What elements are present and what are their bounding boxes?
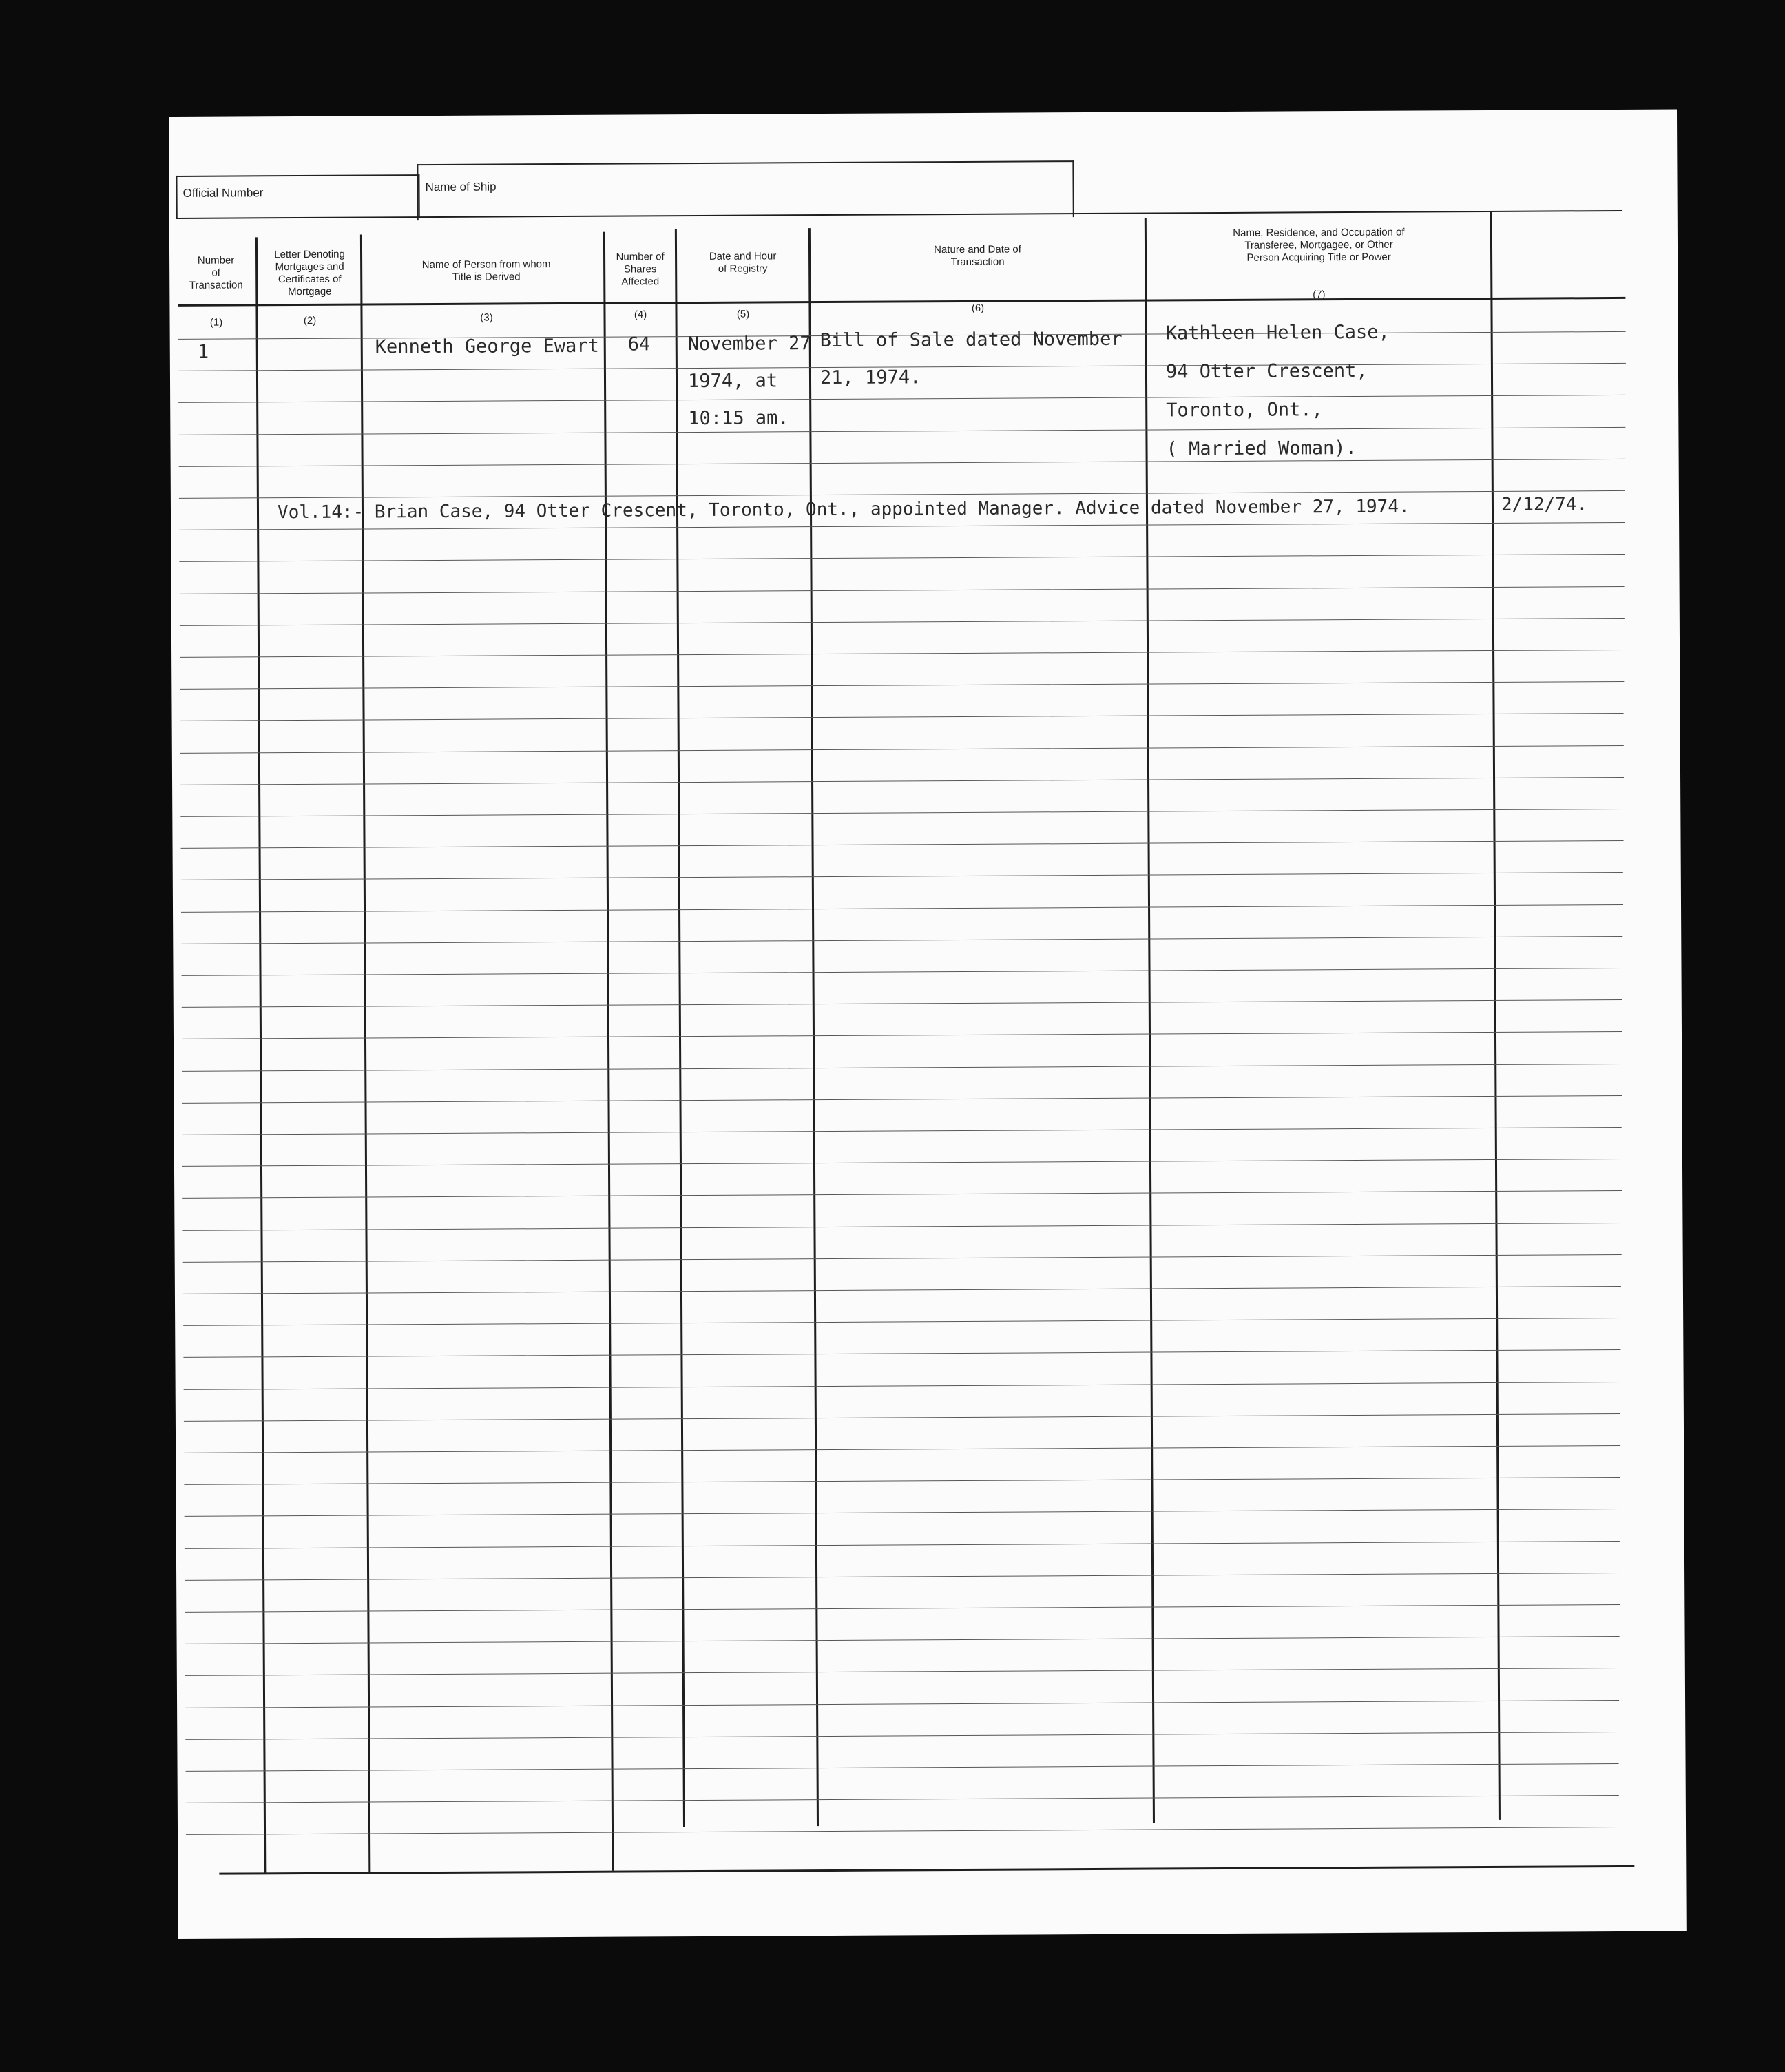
ruled-line — [184, 1413, 1620, 1422]
transaction-nature-line-2: 21, 1974. — [820, 366, 921, 389]
ruled-line — [178, 395, 1625, 403]
col-number-4: (4) — [634, 309, 647, 321]
col-header-2: Letter Denoting Mortgages and Certificates of Mortgage — [274, 248, 345, 298]
ruled-line — [184, 1477, 1620, 1485]
ruled-line — [180, 586, 1625, 594]
manager-note-date: 2/12/74. — [1501, 494, 1588, 515]
ruled-line — [178, 427, 1625, 435]
ruled-line — [180, 681, 1624, 690]
ruled-line — [182, 1064, 1622, 1072]
ruled-line — [185, 1700, 1619, 1708]
ruled-line — [180, 618, 1625, 626]
col-header-4: Number of Shares Affected — [616, 251, 665, 288]
ruled-line — [181, 904, 1623, 913]
shares-affected: 64 — [627, 333, 651, 355]
ruled-line — [185, 1636, 1620, 1644]
ruled-line — [182, 1127, 1622, 1135]
ruled-line — [179, 554, 1625, 562]
manager-note: Vol.14:- Brian Case, 94 Otter Crescent, Toronto, Ont., appointed Manager. Advice dated November 27, 1974. — [277, 496, 1410, 524]
official-number-label: Official Number — [182, 186, 264, 200]
ruled-lines — [169, 110, 1677, 117]
ruled-line — [181, 936, 1622, 944]
col-divider-4 — [675, 229, 685, 1827]
col-divider-2 — [360, 235, 370, 1872]
ruled-line — [179, 459, 1625, 467]
transferee-line-4: ( Married Woman). — [1166, 437, 1357, 460]
ruled-line — [185, 1509, 1620, 1517]
ruled-line — [184, 1382, 1621, 1390]
col-header-6: Nature and Date of Transaction — [934, 243, 1021, 269]
ruled-line — [185, 1541, 1620, 1549]
col-divider-6 — [1145, 218, 1155, 1823]
ship-name-box — [417, 160, 1074, 220]
transferee-line-1: Kathleen Helen Case, — [1165, 321, 1390, 344]
col-number-5: (5) — [736, 308, 750, 320]
ruled-line — [183, 1254, 1622, 1263]
col-number-7: (7) — [1313, 289, 1326, 301]
col-divider-7 — [1490, 211, 1501, 1820]
ship-name-label: Name of Ship — [425, 180, 497, 194]
ruled-line — [182, 1095, 1622, 1104]
ruled-line — [186, 1763, 1619, 1772]
ruled-line — [182, 999, 1622, 1008]
col-header-1: Number of Transaction — [189, 254, 243, 291]
registry-date-line-2: 1974, at — [687, 370, 778, 393]
transaction-number: 1 — [197, 341, 209, 363]
col-number-2: (2) — [303, 314, 317, 327]
ruled-line — [185, 1668, 1620, 1676]
col-header-5: Date and Hour of Registry — [709, 250, 777, 275]
ruled-line — [180, 777, 1624, 785]
ruled-line — [185, 1732, 1619, 1740]
ruled-line — [185, 1573, 1620, 1581]
ruled-line — [182, 1190, 1621, 1199]
registry-date-line-1: November 27 — [687, 333, 811, 355]
ruled-line — [180, 745, 1624, 754]
col-number-1: (1) — [209, 316, 223, 329]
ruled-line — [181, 840, 1624, 849]
title-derived-from: Kenneth George Ewart — [375, 335, 599, 358]
col-number-6: (6) — [971, 302, 985, 314]
ruled-line — [185, 1604, 1619, 1613]
registry-date-line-3: 10:15 am. — [688, 407, 789, 430]
ruled-line — [183, 1349, 1620, 1358]
transaction-nature-line-1: Bill of Sale dated November — [820, 328, 1123, 352]
col-divider-5 — [808, 228, 819, 1826]
col-divider-3 — [603, 232, 614, 1871]
ruled-line — [183, 1286, 1621, 1294]
ruled-line — [182, 968, 1623, 976]
ruled-line — [183, 1318, 1621, 1326]
col-divider-1 — [255, 237, 266, 1873]
ruled-line — [186, 1795, 1619, 1803]
ruled-line — [179, 522, 1625, 530]
ruled-line — [184, 1445, 1620, 1453]
ruled-line — [186, 1827, 1618, 1835]
register-sheet — [169, 110, 1687, 1939]
ruled-line — [180, 650, 1624, 658]
ruled-line — [182, 1031, 1622, 1039]
transferee-line-2: 94 Otter Crescent, — [1165, 360, 1368, 383]
col-number-3: (3) — [480, 311, 493, 324]
bottom-line — [219, 1865, 1634, 1875]
ruled-line — [182, 1159, 1622, 1167]
ruled-line — [182, 1223, 1621, 1231]
ruled-line — [180, 713, 1624, 721]
ruled-line — [180, 809, 1623, 817]
col-header-3: Name of Person from whom Title is Derived — [421, 258, 551, 283]
ruled-line — [181, 872, 1623, 880]
col-header-7: Name, Residence, and Occupation of Transferee, Mortgagee, or Other Person Acquiring Title or Power — [1233, 226, 1405, 264]
transferee-line-3: Toronto, Ont., — [1166, 399, 1323, 422]
